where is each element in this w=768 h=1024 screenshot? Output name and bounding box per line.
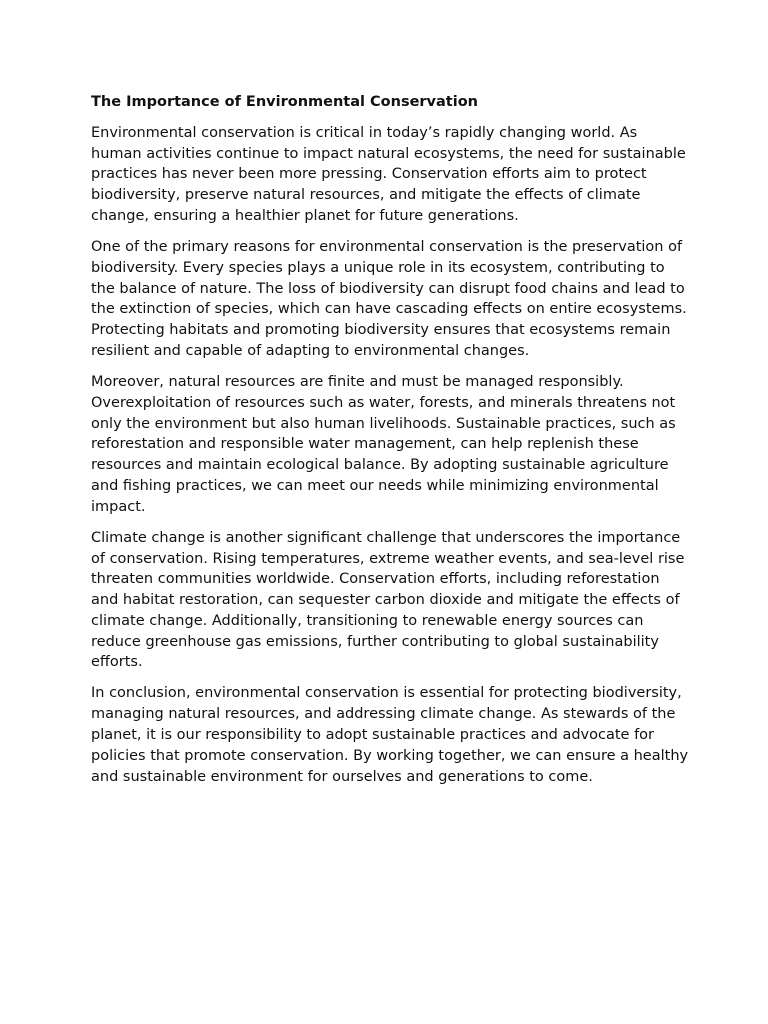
paragraph-climate-change: Climate change is another significant challenge that underscores the importance of conservation. Rising temperatures, extreme weather events, and sea-level rise threaten communities worldwide. Conservation efforts, including reforestation and habitat restoration, can sequester carbon dioxide and mitigate the effects of climate change. Additionally, transitioning to renewable energy sources can reduce greenhouse gas emissions, further contributing to global sustainability efforts.	[91, 529, 685, 671]
paragraph-conclusion: In conclusion, environmental conservation is essential for protecting biodiversity, managing natural resources, and addressing climate change. As stewards of the planet, it is our responsibility to adopt sustainable practices and advocate for policies that promote conservation. By working together, we can ensure a healthy and sustainable environment for ourselves and generations to come.	[91, 685, 689, 785]
document-page	[91, 92, 691, 798]
paragraph-intro: Environmental conservation is critical in today’s rapidly changing world. As human activities continue to impact natural ecosystems, the need for sustainable practices has never been more pressing. Conservation efforts aim to protect biodiversity, preserve natural resources, and mitigate the effects of climate change, ensuring a healthier planet for future generations.	[91, 124, 686, 224]
paragraph-natural-resources: Moreover, natural resources are finite and must be managed responsibly. Overexploitation of resources such as water, forests, and minerals threatens not only the environment but also human livelihoods. Sustainable practices, such as reforestation and responsible water management, can help replenish these resources and maintain ecological balance. By adopting sustainable agriculture and fishing practices, we can meet our needs while minimizing environmental impact.	[91, 373, 676, 515]
document-title: The Importance of Environmental Conservation	[91, 94, 478, 110]
paragraph-biodiversity: One of the primary reasons for environmental conservation is the preservation of biodiversity. Every species plays a unique role in its ecosystem, contributing to the balance of nature. The loss of biodiversity can disrupt food chains and lead to the extinction of species, which can have cascading effects on entire ecosystems. Protecting habitats and promoting biodiversity ensures that ecosystems remain resilient and capable of adapting to environmental changes.	[91, 238, 687, 359]
